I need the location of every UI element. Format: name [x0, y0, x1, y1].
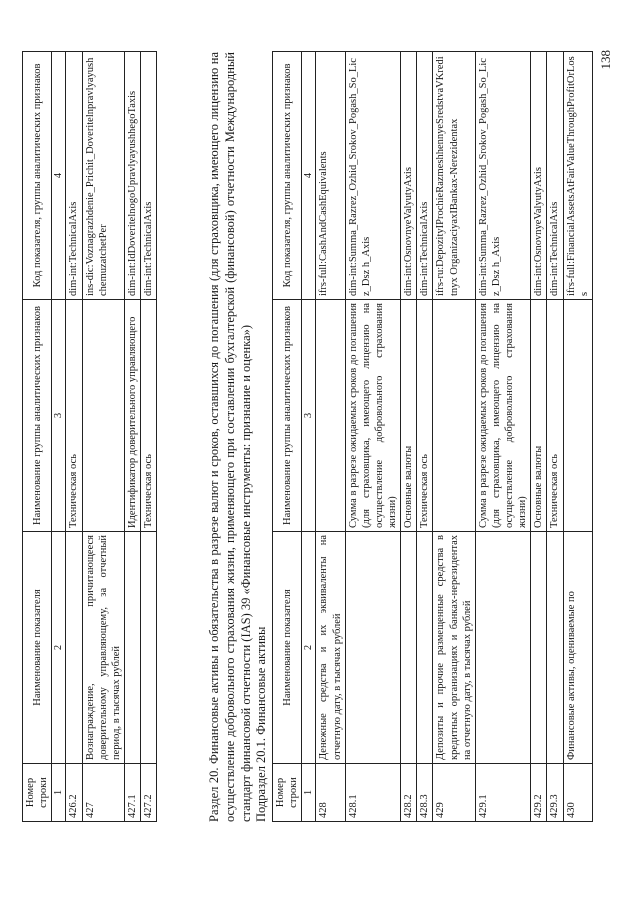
group-name: Идентификатор доверительного управляющего: [124, 300, 140, 532]
row-number: 426.2: [66, 764, 82, 822]
group-name: Техническая ось: [66, 300, 82, 532]
indicator-name: Денежные средства и их эквиваленты на отчетную дату, в тысячах рублей: [316, 532, 345, 764]
column-number: 2: [302, 532, 316, 764]
column-number: 1: [302, 764, 316, 822]
table-indicators-top: [22, 51, 157, 822]
indicator-name: [345, 532, 401, 764]
table-row: [141, 52, 157, 822]
table-row: [563, 52, 592, 822]
header-row-number: Номер строки: [23, 764, 52, 822]
indicator-name: Вознаграждение, причитающееся доверительному управляющему, за отчетный период, в тысячах рублей: [82, 532, 124, 764]
subsection-title: Подраздел 20.1. Финансовые активы: [254, 626, 268, 822]
header-group-name: Наименование группы аналитических признаков: [273, 300, 302, 532]
header-code: Код показателя, группы аналитических признаков: [23, 52, 52, 300]
table-row: [401, 52, 417, 822]
table-row: [345, 52, 401, 822]
row-number: 430: [563, 764, 592, 822]
group-name: [433, 300, 475, 532]
table-row: [475, 52, 531, 822]
indicator-name: [66, 532, 82, 764]
table-header-row: [273, 52, 302, 822]
rotated-sheet: [10, 22, 630, 882]
table-row: [124, 52, 140, 822]
header-code: Код показателя, группы аналитических признаков: [273, 52, 302, 300]
indicator-name: Депозиты и прочие размещенные средства в кредитных организациях и банках-нерезидентах на отчетную дату, в тысячах рублей: [433, 532, 475, 764]
indicator-code: dim-int:IdDoveritelnogoUpravlyayushhegoTaxis: [124, 52, 140, 300]
column-number: 3: [52, 300, 66, 532]
row-number: 428.2: [401, 764, 417, 822]
column-number: 2: [52, 532, 66, 764]
row-number: 429.2: [531, 764, 547, 822]
indicator-code: dim-int:Summa_Razrez_Ozhid_Srokov_Pogash_So_Licz_Dsz h_Axis: [475, 52, 531, 300]
header-indicator-name: Наименование показателя: [273, 532, 302, 764]
column-number: 1: [52, 764, 66, 822]
indicator-code: dim-int:TechnicalAxis: [141, 52, 157, 300]
header-indicator-name: Наименование показателя: [23, 532, 52, 764]
header-row-number: Номер строки: [273, 764, 302, 822]
indicator-name: [401, 532, 417, 764]
row-number: 429.1: [475, 764, 531, 822]
table-row: [316, 52, 345, 822]
header-group-name: Наименование группы аналитических признаков: [23, 300, 52, 532]
group-name: Основные валюты: [531, 300, 547, 532]
row-number: 427.2: [141, 764, 157, 822]
group-name: [563, 300, 592, 532]
indicator-name: [124, 532, 140, 764]
indicator-code: dim-int:TechnicalAxis: [66, 52, 82, 300]
indicator-code: ifrs-full:FinancialAssetsAtFairValueThroughProfitOrLoss: [563, 52, 592, 300]
indicator-name: [417, 532, 433, 764]
indicator-name: [475, 532, 531, 764]
indicator-name: [531, 532, 547, 764]
column-number: 3: [302, 300, 316, 532]
indicator-code: ifrs-ru:DepozityIProchieRazmeshhennyeSredstvaVKreditnyx OrganizaciyaxIBankax-Nerezidentax: [433, 52, 475, 300]
row-number: 427.1: [124, 764, 140, 822]
row-number: 428: [316, 764, 345, 822]
table-row: [531, 52, 547, 822]
indicator-name: [141, 532, 157, 764]
group-name: Сумма в разрезе ожидаемых сроков до погашения (для страховщика, имеющего лицензию на осуществление добровольного страхования жизни): [475, 300, 531, 532]
row-number: 429: [433, 764, 475, 822]
indicator-code: dim-int:Summa_Razrez_Ozhid_Srokov_Pogash_So_Licz_Dsz h_Axis: [345, 52, 401, 300]
group-name: Техническая ось: [547, 300, 563, 532]
row-number: 428.1: [345, 764, 401, 822]
group-name: Техническая ось: [417, 300, 433, 532]
indicator-code: ins-dic:Voznagrazhdenie_Prichit_DoveritelnpravlyayushchemuzatchetPer: [82, 52, 124, 300]
table-financial-assets: [272, 51, 593, 822]
group-name: [316, 300, 345, 532]
section-title: Раздел 20. Финансовые активы и обязательства в разрезе валют и сроков, оставшихся до погашения (для страховщика, имеющего лицензию на осуществление добровольного страхования жизни, применяющего при составлении бухгалтерской (финансовой) отчетности Международный стандарт финансовой отчетности (IAS) 39 «Финансовые инструменты: признание и оценка»): [207, 52, 253, 822]
table-row: [433, 52, 475, 822]
indicator-code: dim-int:OsnovnyeValyutyAxis: [531, 52, 547, 300]
indicator-name: Финансовые активы, оцениваемые по: [563, 532, 592, 764]
row-number: 427: [82, 764, 124, 822]
group-name: Основные валюты: [401, 300, 417, 532]
indicator-code: dim-int:TechnicalAxis: [417, 52, 433, 300]
group-name: Сумма в разрезе ожидаемых сроков до погашения (для страховщика, имеющего лицензию на осуществление добровольного страхования жизни): [345, 300, 401, 532]
table-row: [547, 52, 563, 822]
indicator-code: dim-int:OsnovnyeValyutyAxis: [401, 52, 417, 300]
table-row: [417, 52, 433, 822]
row-number: 429.3: [547, 764, 563, 822]
group-name: [82, 300, 124, 532]
page-number: 138: [598, 50, 613, 70]
table-header-row: [23, 52, 52, 822]
table-row: [66, 52, 82, 822]
group-name: Техническая ось: [141, 300, 157, 532]
row-number: 428.3: [417, 764, 433, 822]
column-number-row: [52, 52, 66, 822]
column-number-row: [302, 52, 316, 822]
table-row: [82, 52, 124, 822]
indicator-name: [547, 532, 563, 764]
indicator-code: ifrs-full:CashAndCashEquivalents: [316, 52, 345, 300]
indicator-code: dim-int:TechnicalAxis: [547, 52, 563, 300]
column-number: 4: [52, 52, 66, 300]
column-number: 4: [302, 52, 316, 300]
